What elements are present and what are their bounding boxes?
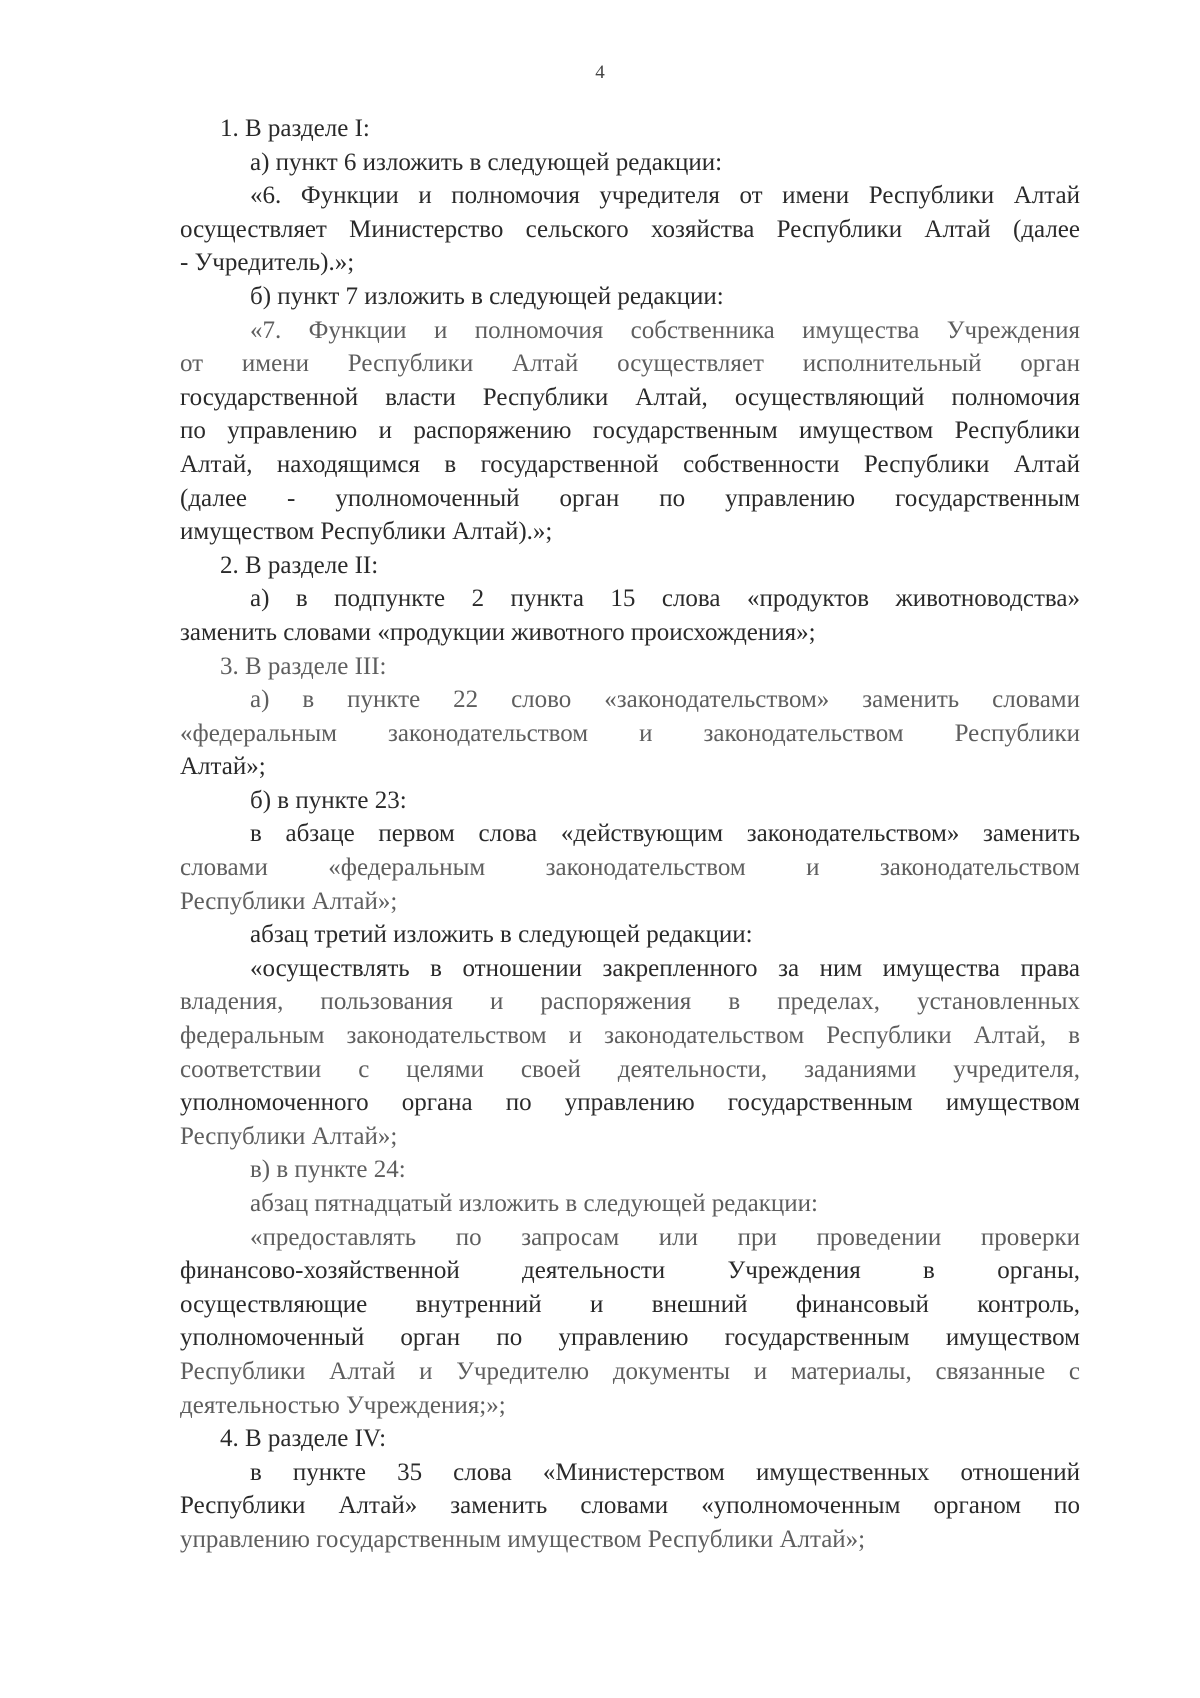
text-line: соответствии с целями своей деятельности, заданиями учредителя, xyxy=(180,1055,1080,1083)
text-line: владения, пользования и распоряжения в пределах, установленных xyxy=(180,988,1080,1016)
text-line: «предоставлять по запросам или при проведении проверки xyxy=(250,1223,1080,1251)
text-line: 1. В разделе I: xyxy=(220,115,370,142)
text-line: Республики Алтай»; xyxy=(180,887,398,915)
text-line: финансово-хозяйственной деятельности Учреждения в органы, xyxy=(180,1257,1080,1285)
text-line: «осуществлять в отношении закрепленного за ним имущества права xyxy=(250,954,1080,982)
text-line: б) пункт 7 изложить в следующей редакции: xyxy=(250,282,724,310)
text-line: имуществом Республики Алтай).»; xyxy=(180,518,553,546)
text-line: 4. В разделе IV: xyxy=(220,1425,387,1453)
text-line: а) пункт 6 изложить в следующей редакции: xyxy=(250,148,723,176)
text-line: а) в пункте 22 слово «законодательством» заменить словами xyxy=(250,686,1080,714)
text-line: абзац пятнадцатый изложить в следующей редакции: xyxy=(250,1190,819,1217)
page-number: 4 xyxy=(595,62,605,83)
document-body xyxy=(180,112,1080,1557)
text-line: федеральным законодательством и законодательством Республики Алтай, в xyxy=(180,1022,1080,1050)
text-line: уполномоченный орган по управлению государственным имуществом xyxy=(180,1324,1080,1352)
text-line: абзац третий изложить в следующей редакции: xyxy=(250,921,753,949)
text-line: словами «федеральным законодательством и законодательством xyxy=(180,854,1080,882)
text-line: в пункте 35 слова «Министерством имущественных отношений xyxy=(250,1458,1080,1486)
text-line: «федеральным законодательством и законодательством Республики xyxy=(180,719,1080,747)
text-line: «6. Функции и полномочия учредителя от имени Республики Алтай xyxy=(250,182,1080,210)
text-line: уполномоченного органа по управлению государственным имуществом xyxy=(180,1089,1080,1117)
text-line: Республики Алтай и Учредителю документы и материалы, связанные с xyxy=(180,1357,1080,1385)
text-line: б) в пункте 23: xyxy=(250,786,407,814)
text-line: управлению государственным имуществом Республики Алтай»; xyxy=(180,1525,866,1553)
text-line: (далее - уполномоченный орган по управлению государственным xyxy=(180,484,1080,512)
text-line: осуществляющие внутренний и внешний финансовый контроль, xyxy=(180,1290,1080,1318)
text-line: 3. В разделе III: xyxy=(220,652,387,680)
text-line: осуществляет Министерство сельского хозяйства Республики Алтай (далее xyxy=(180,215,1080,243)
text-line: Республики Алтай» заменить словами «уполномоченным органом по xyxy=(180,1492,1080,1520)
text-line: деятельностью Учреждения;»; xyxy=(180,1391,506,1419)
text-line: от имени Республики Алтай осуществляет исполнительный орган xyxy=(180,350,1080,378)
text-line: Алтай»; xyxy=(180,753,266,781)
text-line: государственной власти Республики Алтай, осуществляющий полномочия xyxy=(180,383,1080,411)
text-line: - Учредитель).»; xyxy=(180,249,355,277)
text-line: в) в пункте 24: xyxy=(250,1156,406,1184)
text-line: 2. В разделе II: xyxy=(220,551,379,579)
text-line: заменить словами «продукции животного происхождения»; xyxy=(180,618,816,646)
text-line: Республики Алтай»; xyxy=(180,1122,398,1150)
text-line: Алтай, находящимся в государственной собственности Республики Алтай xyxy=(180,450,1080,478)
text-line: «7. Функции и полномочия собственника имущества Учреждения xyxy=(250,316,1080,344)
text-line: а) в подпункте 2 пункта 15 слова «продуктов животноводства» xyxy=(250,585,1080,613)
text-line: в абзаце первом слова «действующим законодательством» заменить xyxy=(250,820,1080,848)
text-line: по управлению и распоряжению государственным имуществом Республики xyxy=(180,417,1080,445)
